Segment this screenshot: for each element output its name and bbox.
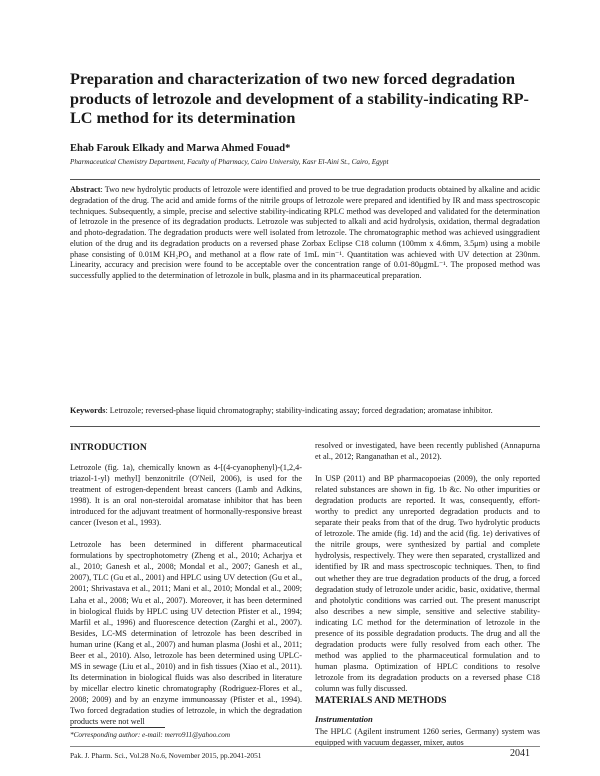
abstract xyxy=(70,185,540,282)
instrumentation-text: The HPLC (Agilent instrument 1260 series, Germany) system was equipped with vacuum degasser, mixer, autos xyxy=(315,727,540,748)
page-number: 2041 xyxy=(510,748,530,759)
intro-paragraph-2: Letrozole has been determined in different pharmaceutical formulations by spectrophotometry (Zheng et al., 2010; Acharjya et al., 2010; Ganesh et al., 2008; Mondal et al., 2007; Ganesh et al., 2007), TLC (Gu et al., 2001) and HPLC using UV detection (Gu et al., 2001; Shrivastava et al., 2011; Mani et al., 2010; Mondal et al., 2009; Laha et al., 2008; Wu et al., 2007). Moreover, it has been determined in biological fluids by HPLC using UV detection Pfister et al., 1994; Marfil et al., 1996) and fluorescence detection (Zarghi et al., 2007). Besides, LC-MS determination of letrozole has been described in human urine (Kang et al., 2007) and human plasma (Joshi et al., 2011; Beer et al., 2010). Also, letrozole has been determined using UPLC-MS in sewage (Liu et al., 2010) and in fish tissues (Xiao et al., 2011). Its determination in biological fluids was also described in literature by micellar electro kinetic chromatography (Rodriguez-Flores et al., 2008; 2009) and by an enzyme immunoassay (Pfister et al., 1994). Two forced degradation studies of letrozole, in which the degradation products were not well xyxy=(70,540,302,727)
intro-paragraph-1: Letrozole (fig. 1a), chemically known as 4-[(4-cyanophenyl)-(1,2,4-triazol-1-yl) methyl] benzonitrile (O'Neil, 2006), is used for the treatment of estrogen-dependent breast cancers (Lamb and Adkins, 1998). It is an oral non-steroidal aromatase inhibitor that has been introduced for the adjuvant treatment of hormonally-responsive breast cancer (Iveson et al., 1993). xyxy=(70,463,302,528)
intro-paragraph-4: In USP (2011) and BP pharmacopoeias (2009), the only reported related substances are shown in fig. 1b &c. No other impurities or degradation products are reported. It was, consequently, effort-worthy to predict any unreported degradation products and to separate their peaks from that of the drug. Two hydrolytic products of letrozole. The amide (fig. 1d) and the acid (fig. 1e) derivatives of the nitrile groups, were synthesized by partial and complete hydrolysis, respectively. They were then separated, crystallized and identified by IR and mass spectroscopic techniques. Then, to find out whether they are true degradation products of the drug, a forced degradation study of letrozole under acidic, basic, oxidative, thermal and photolytic conditions was carried out. The present manuscript also describes a new simple, sensitive and selective stability-indicating LC method for the determination of letrozole in the presence of its possible degradation products. The drug and all the degradation products were fully resolved from each other. The method was applied to the pharmaceutical formulation and to human plasma. Optimization of HPLC conditions to resolve letrozole from its degradation products on a reversed phase C18 column was fully discussed. xyxy=(315,474,540,693)
footnote-rule xyxy=(70,727,165,728)
keywords-text: : Letrozole; reversed-phase liquid chromatography; stability-indicating assay; forced degradation; aromatase inhibitor. xyxy=(105,406,493,415)
affiliation: Pharmaceutical Chemistry Department, Faculty of Pharmacy, Cairo University, Kasr El-Aini St., Cairo, Egypt xyxy=(70,158,389,166)
keywords-label: Keywords xyxy=(70,406,106,415)
methods-heading: MATERIALS AND METHODS xyxy=(315,695,447,706)
article-title: Preparation and characterization of two new forced degradation products of letrozole and development of a stability-indicating RP-LC method for its determination xyxy=(70,70,529,127)
left-column xyxy=(70,462,302,738)
abstract-label: Abstract xyxy=(70,185,101,194)
introduction-heading: INTRODUCTION xyxy=(70,442,147,453)
authors: Ehab Farouk Elkady and Marwa Ahmed Fouad* xyxy=(70,143,291,154)
footer-rule xyxy=(70,746,540,747)
keywords xyxy=(70,406,540,417)
intro-paragraph-3: resolved or investigated, have been recently published (Annapurna et al., 2012; Ranganathan et al., 2012). xyxy=(315,441,540,462)
corresponding-author-footnote: *Corresponding author: e-mail: merro911@yahoo.com xyxy=(70,731,231,739)
journal-footer: Pak. J. Pharm. Sci., Vol.28 No.6, November 2015, pp.2041-2051 xyxy=(70,751,262,760)
instrumentation-heading: Instrumentation xyxy=(315,714,373,724)
right-column xyxy=(315,440,540,705)
abstract-text: : Two new hydrolytic products of letrozole were identified and proved to be true degradation products obtained by alkaline and acidic degradation of the drug. The acid and amide forms of the nitrile groups of letrozole were prepared and identified by IR and mass spectroscopic techniques. Subsequently, a simple, precise and selective stability-indicating RPLC method was developed and validated for the determination of letrozole in the presence of its degradation products. Letrozole was subjected to alkali and acid hydrolysis, oxidation, thermal degradation and photo-degradation. The degradation products were well isolated from letrozole. The chromatographic method was achieved usinggradient elution of the drug and its degradation products on a reversed phase Zorbax Eclipse C18 column (100mm x 4.6mm, 3.5μm) using a mobile phase consisting of 0.01M KH₂PO₄ and methanol at a flow rate of 1mL min⁻¹. Quantitation was achieved with UV detection at 230nm. Linearity, accuracy and precision were found to be acceptable over the concentration range of 0.01-80μgmL⁻¹. The proposed method was successfully applied to the determination of letrozole in bulk, plasma and in its pharmaceutical preparation. xyxy=(70,185,540,280)
